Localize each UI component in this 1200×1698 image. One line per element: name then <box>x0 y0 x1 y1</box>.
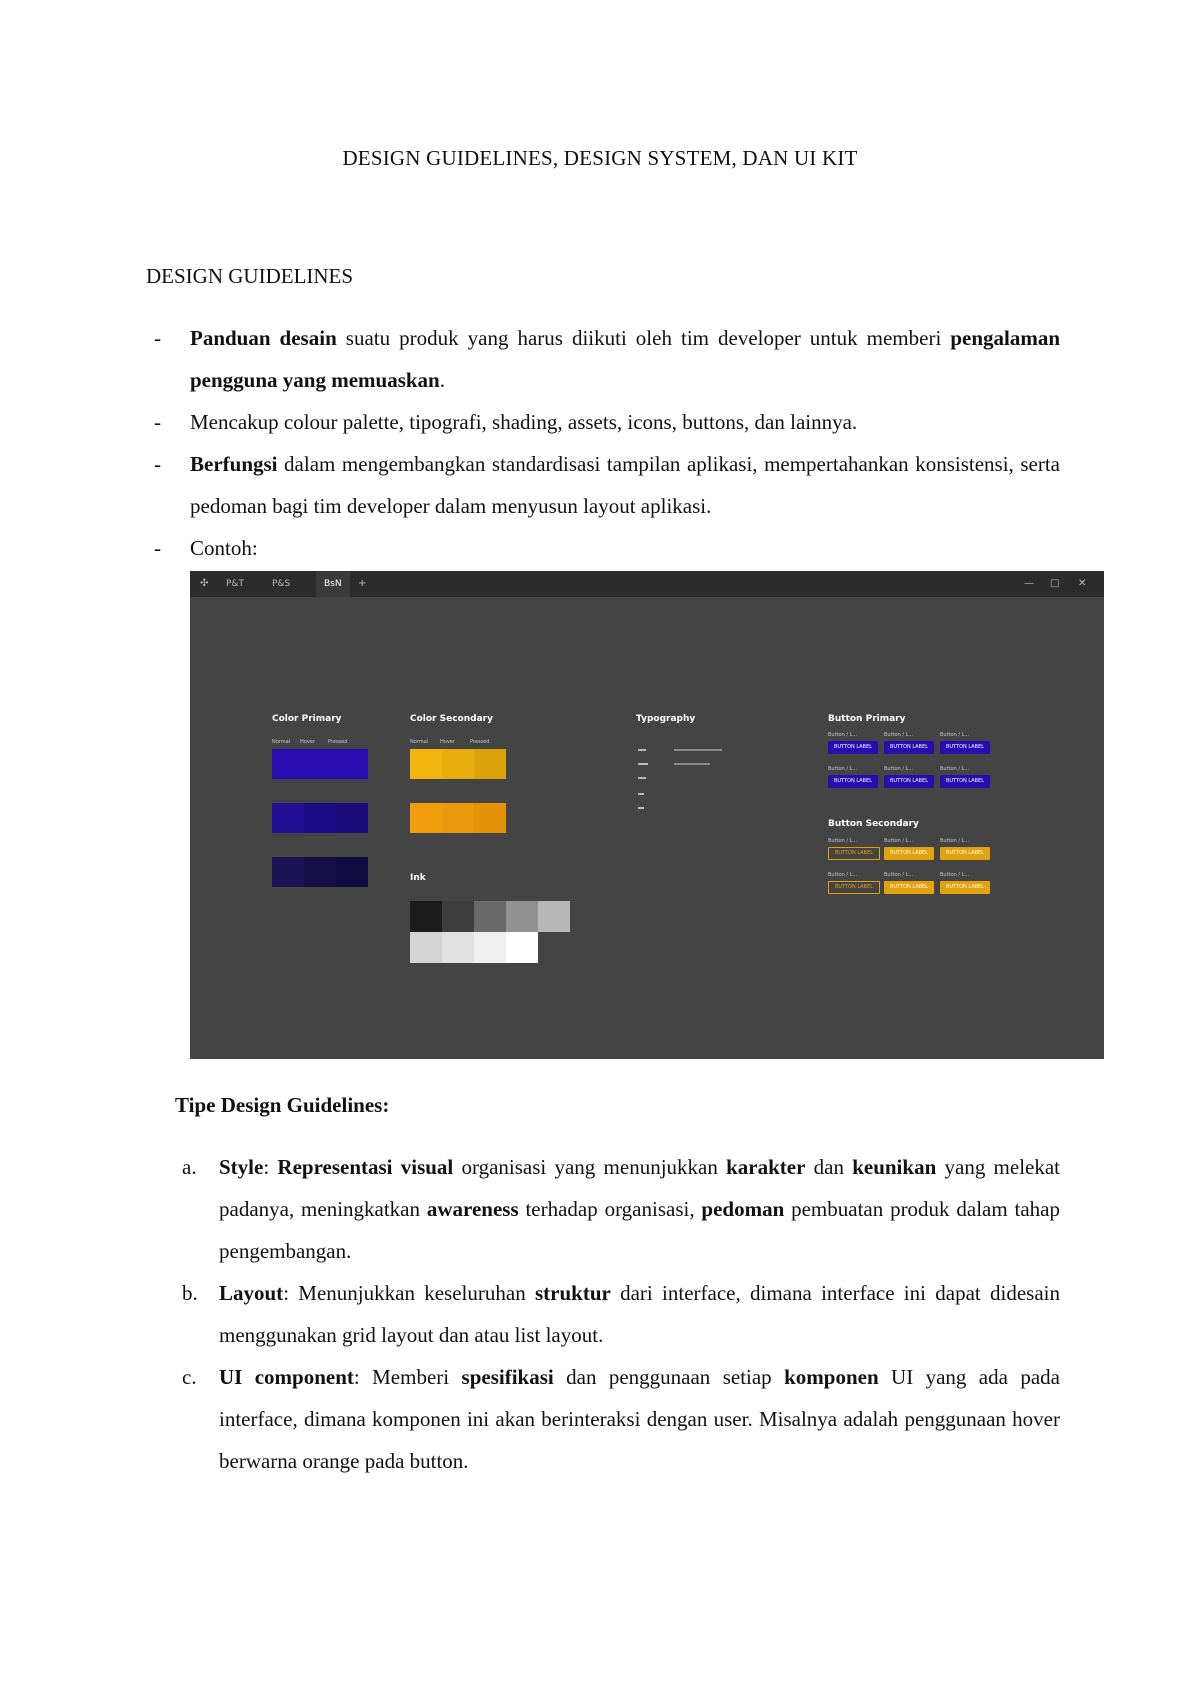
primary-color-swatch <box>272 749 304 779</box>
ink-color-swatch <box>474 932 506 963</box>
tab-pt[interactable]: P&T <box>226 579 244 589</box>
button-caption: Button / L... <box>940 766 970 772</box>
type-item-layout <box>175 1272 1060 1356</box>
bullet-dash: - <box>154 536 161 560</box>
ink-label: Ink <box>410 873 426 883</box>
tab-ps[interactable]: P&S <box>272 579 291 589</box>
subsection-title: Tipe Design Guidelines: <box>175 1093 390 1117</box>
bullet-dash: - <box>154 410 161 434</box>
bullet-item <box>146 317 1060 401</box>
type-bold-text: Representasi visual <box>277 1155 454 1179</box>
ink-color-swatch <box>538 901 570 932</box>
color-primary-label: Color Primary <box>272 714 342 724</box>
type-text: : Menunjukkan keseluruhan <box>283 1281 535 1305</box>
type-text: organisasi yang menunjukkan <box>453 1155 727 1179</box>
primary-color-swatch <box>304 803 336 833</box>
tab-bsn[interactable]: BsN <box>316 571 350 597</box>
type-bold-text: spesifikasi <box>461 1365 554 1389</box>
bullet-item <box>146 401 1060 443</box>
primary-color-swatch <box>336 749 368 779</box>
list-marker: c. <box>182 1365 197 1389</box>
type-bold-text: UI component <box>219 1365 354 1389</box>
bullet-item <box>146 527 1060 569</box>
secondary-color-swatch <box>442 803 474 833</box>
secondary-button[interactable]: BUTTON LABEL <box>940 881 990 894</box>
type-item-style <box>175 1146 1060 1272</box>
primary-color-swatch <box>336 857 368 887</box>
document-title: DESIGN GUIDELINES, DESIGN SYSTEM, DAN UI KIT <box>342 146 858 170</box>
type-bold-text: Layout <box>219 1281 284 1305</box>
type-bold-text: struktur <box>534 1281 611 1305</box>
primary-button[interactable]: BUTTON LABEL <box>828 775 878 788</box>
button-caption: Button / L... <box>940 732 970 738</box>
figma-menu-icon[interactable]: ✣ <box>200 578 209 589</box>
type-text: dan <box>805 1155 853 1179</box>
primary-button[interactable]: BUTTON LABEL <box>940 741 990 754</box>
button-caption: Button / L... <box>828 838 858 844</box>
type-sample-line <box>638 763 648 765</box>
primary-color-swatch <box>304 857 336 887</box>
design-system-screenshot <box>190 571 1104 1059</box>
secondary-button[interactable]: BUTTON LABEL <box>940 847 990 860</box>
type-sample-line <box>638 807 644 809</box>
button-caption: Button / L... <box>828 766 858 772</box>
type-sample-line <box>674 763 710 765</box>
button-caption: Button / L... <box>884 872 914 878</box>
bullet-dash: - <box>154 452 161 476</box>
button-secondary-label: Button Secondary <box>828 819 919 829</box>
ink-color-swatch <box>506 932 538 963</box>
bullet-text: dalam mengembangkan standardisasi tampilan aplikasi, mempertahankan konsistensi, serta pedoman bagi tim developer dalam menyusun layout aplikasi. <box>190 452 1060 518</box>
ink-color-swatch <box>506 901 538 932</box>
app-tab-bar <box>190 571 1104 597</box>
type-sample-line <box>638 793 644 795</box>
button-caption: Button / L... <box>940 838 970 844</box>
bullet-bold-text: Berfungsi <box>190 452 278 476</box>
ink-color-swatch <box>442 901 474 932</box>
type-text: dan penggunaan setiap <box>553 1365 785 1389</box>
type-bold-text: Style <box>219 1155 264 1179</box>
primary-button[interactable]: BUTTON LABEL <box>884 775 934 788</box>
secondary-button[interactable]: BUTTON LABEL <box>884 847 934 860</box>
bullet-text: Mencakup colour palette, tipografi, shading, assets, icons, buttons, dan lainnya. <box>190 410 858 434</box>
button-caption: Button / L... <box>884 766 914 772</box>
type-text: pembuatan produk dalam tahap pengembangan. <box>219 1197 1060 1263</box>
type-bold-text: pedoman <box>701 1197 785 1221</box>
swatch-caption: Pressed <box>328 739 348 745</box>
type-bold-text: komponen <box>784 1365 879 1389</box>
secondary-button[interactable]: BUTTON LABEL <box>884 881 934 894</box>
secondary-color-swatch <box>410 749 442 779</box>
ink-color-swatch <box>474 901 506 932</box>
primary-color-swatch <box>336 803 368 833</box>
swatch-caption: Pressed <box>470 739 490 745</box>
close-icon[interactable]: ✕ <box>1078 578 1087 589</box>
primary-color-swatch <box>272 857 304 887</box>
list-marker: a. <box>182 1155 197 1179</box>
primary-color-swatch <box>272 803 304 833</box>
primary-color-swatch <box>304 749 336 779</box>
button-caption: Button / L... <box>940 872 970 878</box>
minimize-icon[interactable]: — <box>1024 578 1034 589</box>
secondary-color-swatch <box>410 803 442 833</box>
swatch-caption: Normal <box>272 739 291 745</box>
type-sample-line <box>638 777 646 779</box>
type-text: terhadap organisasi, <box>518 1197 702 1221</box>
guideline-bullets <box>146 317 1060 569</box>
bullet-text: suatu produk yang harus diikuti oleh tim developer untuk memberi <box>336 326 951 350</box>
maximize-icon[interactable]: □ <box>1050 578 1060 589</box>
color-secondary-label: Color Secondary <box>410 714 493 724</box>
secondary-color-swatch <box>442 749 474 779</box>
type-text: UI yang ada pada interface, dimana komponen ini akan berinteraksi dengan user. Misalnya adalah penggunaan hover berwarna orange pada button. <box>219 1365 1060 1473</box>
primary-button[interactable]: BUTTON LABEL <box>940 775 990 788</box>
primary-button[interactable]: BUTTON LABEL <box>884 741 934 754</box>
bullet-bold-text: Panduan desain <box>190 326 337 350</box>
ink-color-swatch <box>442 932 474 963</box>
type-bold-text: karakter <box>726 1155 806 1179</box>
bullet-item <box>146 443 1060 527</box>
secondary-button[interactable]: BUTTON LABEL <box>828 881 880 894</box>
type-bold-text: awareness <box>426 1197 519 1221</box>
bullet-bold-text: pengalaman pengguna yang memuaskan <box>190 326 1060 392</box>
type-text: dari interface, dimana interface ini dapat didesain menggunakan grid layout dan atau list layout. <box>219 1281 1060 1347</box>
section-title: DESIGN GUIDELINES <box>146 264 354 288</box>
button-caption: Button / L... <box>884 732 914 738</box>
add-tab-icon[interactable]: + <box>358 578 367 589</box>
swatch-caption: Hover <box>300 739 315 745</box>
type-sample-line <box>638 749 646 751</box>
type-sample-line <box>674 749 722 751</box>
button-primary-label: Button Primary <box>828 714 906 724</box>
primary-button[interactable]: BUTTON LABEL <box>828 741 878 754</box>
type-bold-text: keunikan <box>852 1155 937 1179</box>
bullet-text: Contoh: <box>190 536 258 560</box>
secondary-button[interactable]: BUTTON LABEL <box>828 847 880 860</box>
bullet-dash: - <box>154 326 161 350</box>
type-text: yang melekat padanya, meningkatkan <box>219 1155 1061 1221</box>
typography-label: Typography <box>636 714 696 724</box>
button-caption: Button / L... <box>828 872 858 878</box>
list-marker: b. <box>182 1281 198 1305</box>
swatch-caption: Hover <box>440 739 455 745</box>
bullet-text: . <box>439 368 445 392</box>
button-caption: Button / L... <box>884 838 914 844</box>
type-text: : <box>263 1155 278 1179</box>
secondary-color-swatch <box>474 803 506 833</box>
swatch-caption: Normal <box>410 739 429 745</box>
ink-color-swatch <box>410 901 442 932</box>
secondary-color-swatch <box>474 749 506 779</box>
type-text: : Memberi <box>353 1365 462 1389</box>
type-item-ui-component <box>175 1356 1060 1482</box>
button-caption: Button / L... <box>828 732 858 738</box>
guideline-types-list <box>175 1146 1060 1482</box>
ink-color-swatch <box>410 932 442 963</box>
